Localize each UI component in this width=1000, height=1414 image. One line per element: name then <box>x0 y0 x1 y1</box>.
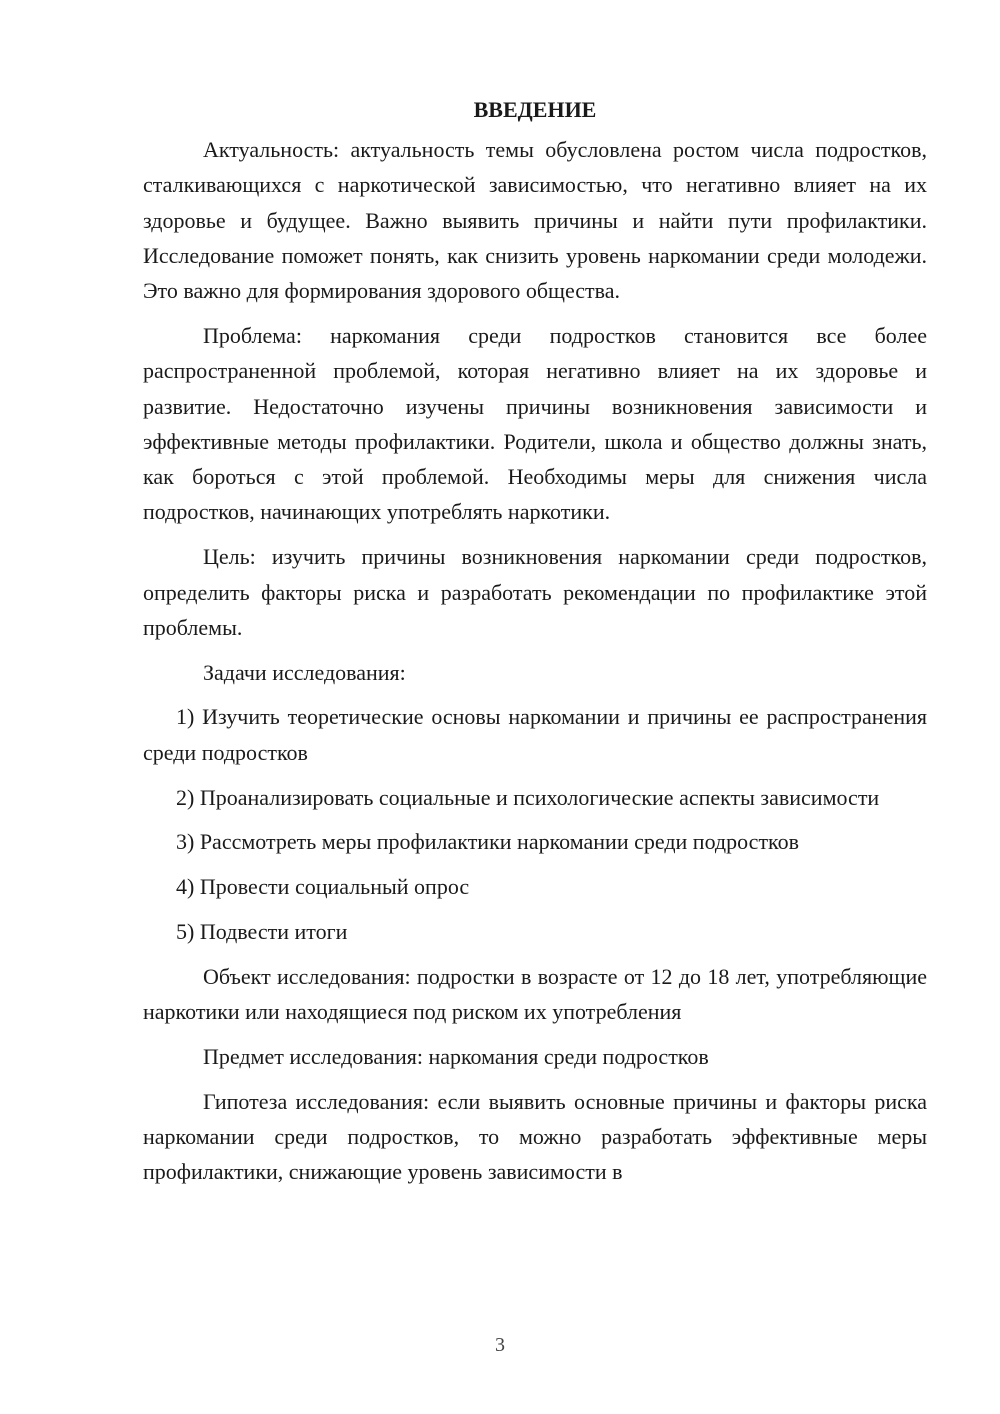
page-title: ВВЕДЕНИЕ <box>473 97 597 122</box>
hypothesis-paragraph: Гипотеза исследования: если выявить основные причины и факторы риска наркомании среди подростков, то можно разработать эффективные меры профилактики, снижающие уровень зависимости в <box>143 1088 927 1185</box>
page-number: 3 <box>495 1334 505 1356</box>
task-item-5: 5) Подвести итоги <box>176 918 348 944</box>
task-item-4: 4) Провести социальный опрос <box>176 874 470 900</box>
task-item-2: 2) Проанализировать социальные и психологические аспекты зависимости <box>176 784 880 810</box>
problem-paragraph: Проблема: наркомания среди подростков становится все более распространенной проблемой, которая негативно влияет на их здоровье и развитие. Недостаточно изучены причины возникновения зависимости и эффективные методы профилактики. Родители, школа и общество должны знать, как бороться с этой проблемой. Необходимы меры для снижения числа подростков, начинающих употреблять наркотики. <box>143 322 927 525</box>
tasks-heading: Задачи исследования: <box>203 659 406 685</box>
task-item-3: 3) Рассмотреть меры профилактики наркомании среди подростков <box>176 829 800 855</box>
task-item-1: 1) Изучить теоретические основы наркомании и причины ее распространения среди подростков <box>143 704 927 765</box>
subject-paragraph: Предмет исследования: наркомания среди подростков <box>203 1043 709 1069</box>
relevance-paragraph: Актуальность: актуальность темы обусловлена ростом числа подростков, сталкивающихся с наркотической зависимостью, что негативно влияет на их здоровье и будущее. Важно выявить причины и найти пути профилактики. Исследование поможет понять, как снизить уровень наркомании среди молодежи. Это важно для формирования здорового общества. <box>143 137 927 304</box>
object-paragraph: Объект исследования: подростки в возрасте от 12 до 18 лет, употребляющие наркотики или находящиеся под риском их употребления <box>143 963 927 1025</box>
document-page <box>143 92 927 1190</box>
goal-paragraph: Цель: изучить причины возникновения наркомании среди подростков, определить факторы риска и разработать рекомендации по профилактике этой проблемы. <box>143 544 927 640</box>
